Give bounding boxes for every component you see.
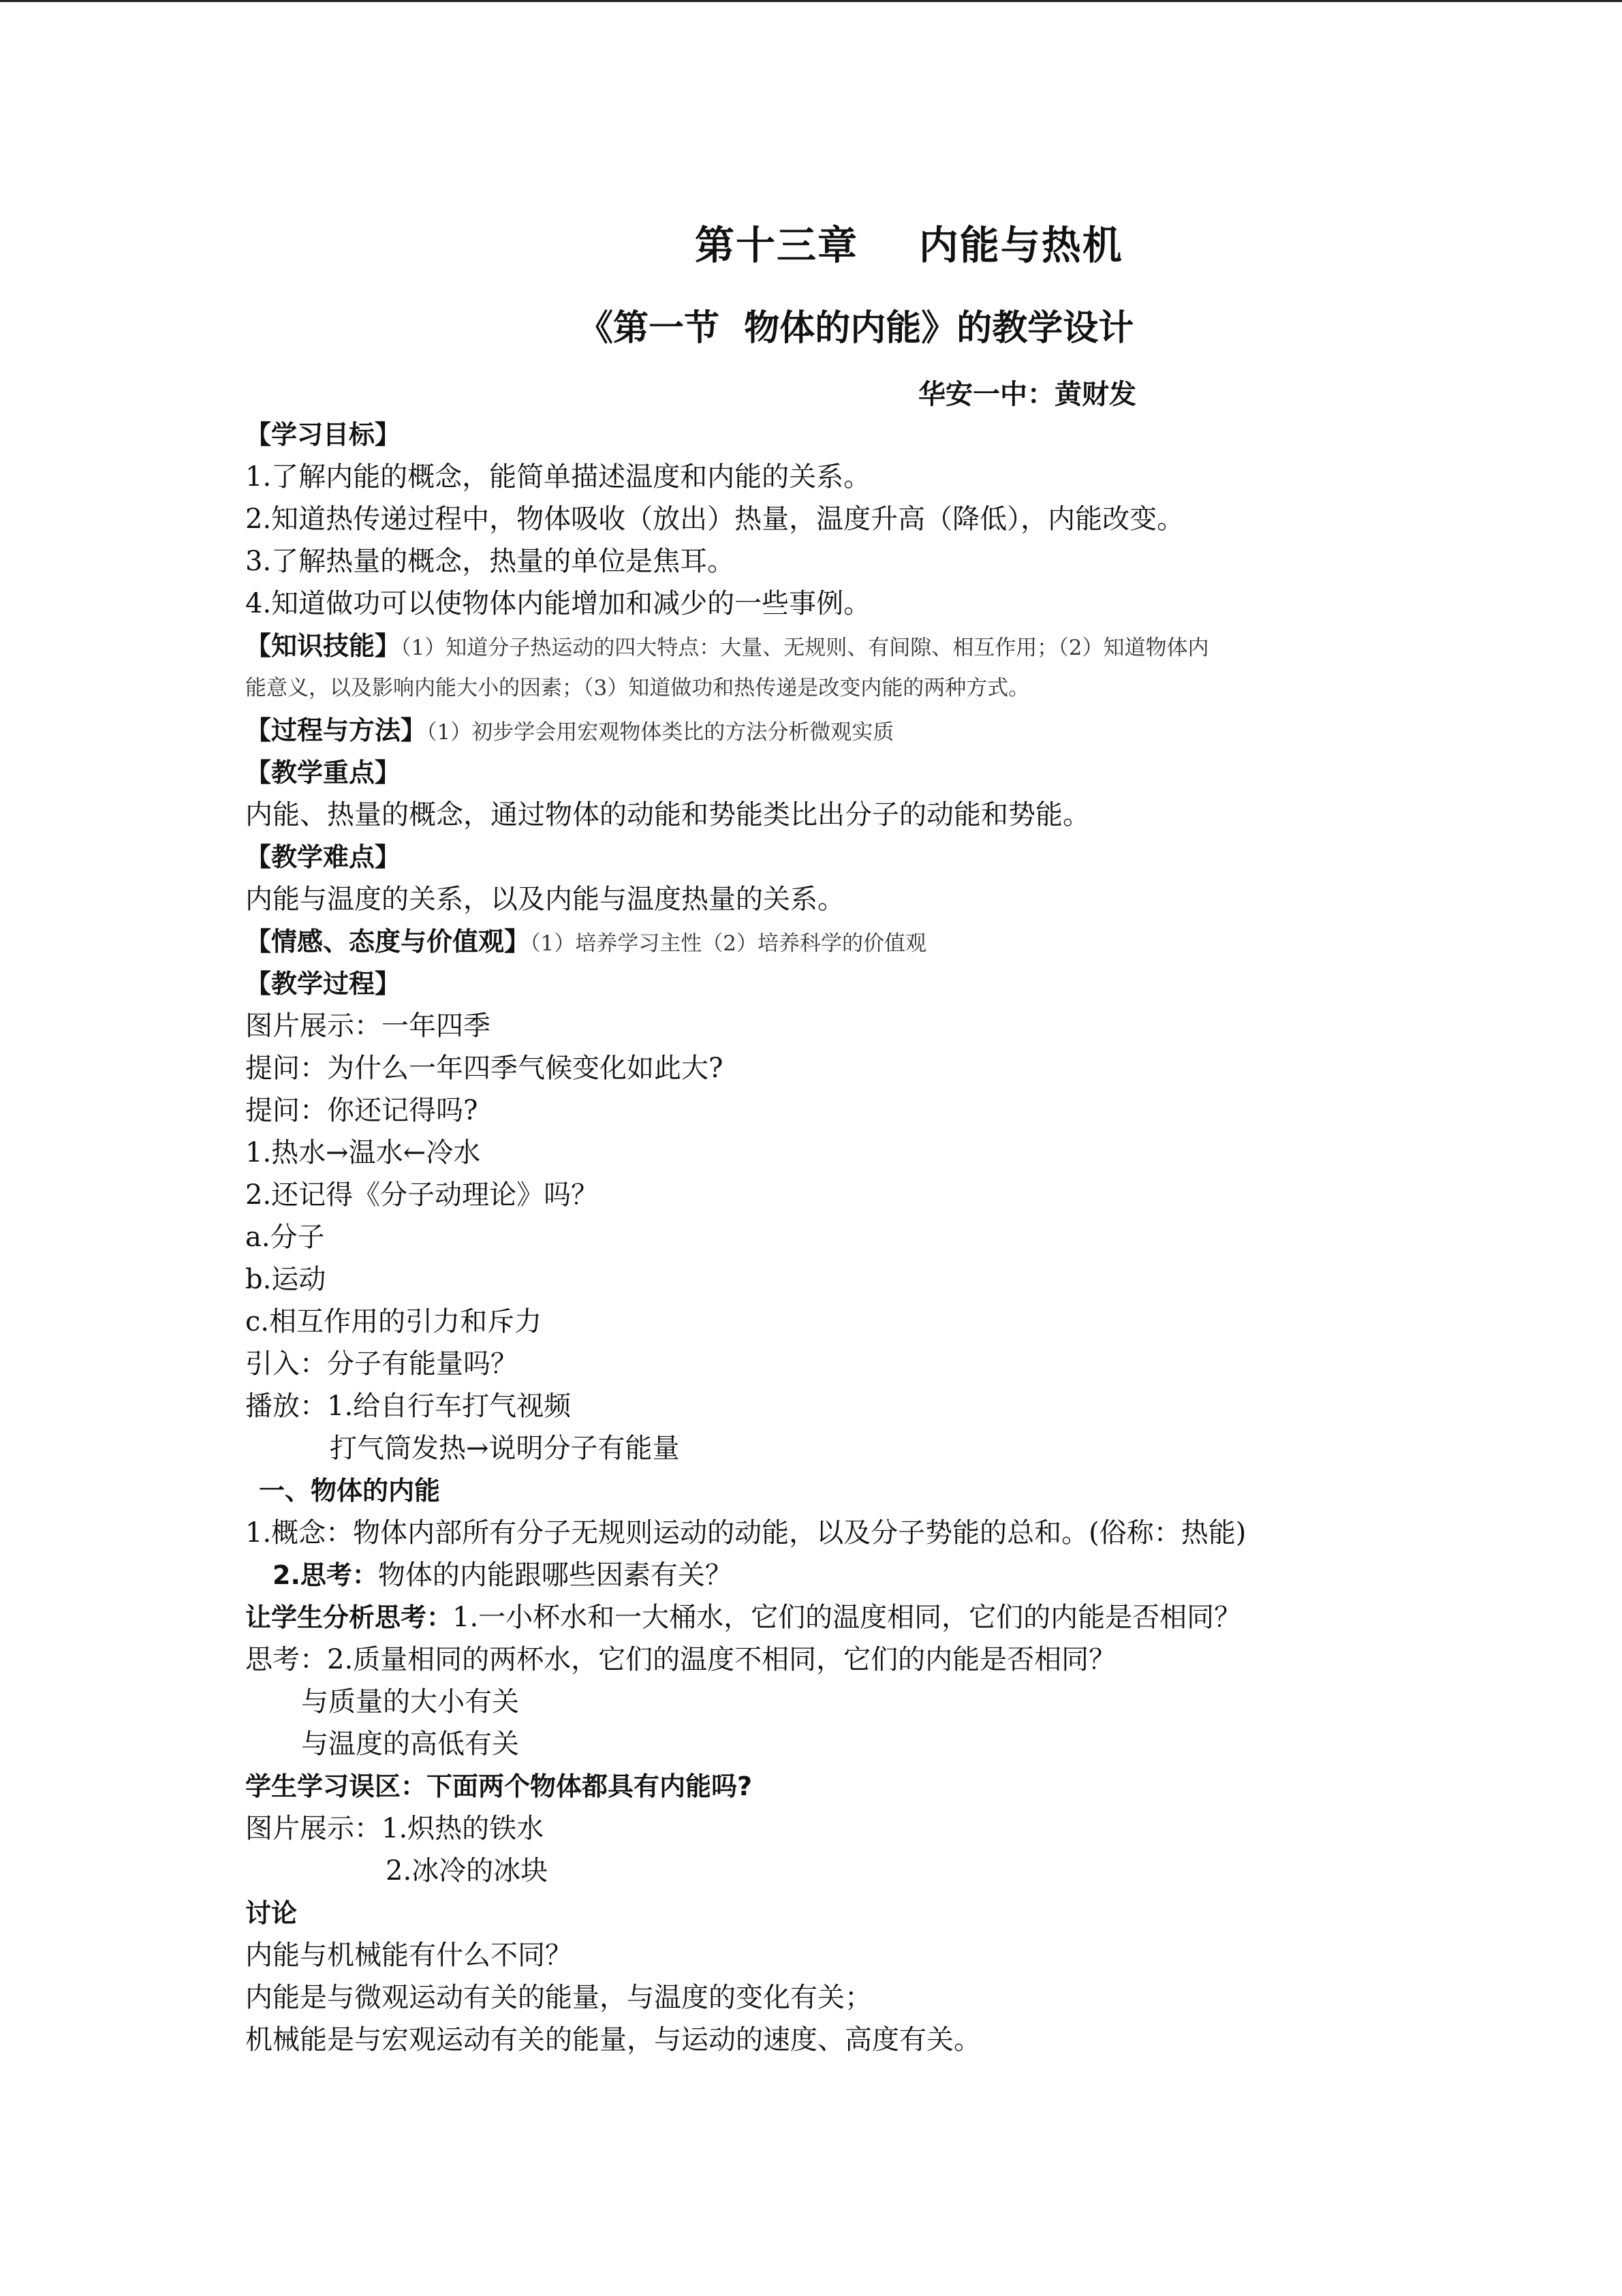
objectives-heading: 【学习目标】 <box>245 420 401 450</box>
objective-item: 3.了解热量的概念，热量的单位是焦耳。 <box>245 546 735 577</box>
process-line: 提问：你还记得吗? <box>245 1095 478 1126</box>
knowledge-heading: 【知识技能】 <box>245 631 401 661</box>
key-points-heading: 【教学重点】 <box>245 758 401 788</box>
analysis-line <box>245 1596 1369 1639</box>
knowledge-text-1: （1）知道分子热运动的四大特点：大量、无规则、有间隙、相互作用；（2）知道物体内 <box>401 636 1209 660</box>
document-body <box>245 414 1369 2061</box>
author-line: 华安一中：黄财发 <box>918 379 1136 410</box>
analysis-text: 1.一小杯水和一大桶水，它们的温度相同，它们的内能是否相同？ <box>452 1602 1242 1633</box>
process-line: 图片展示：一年四季 <box>245 1010 490 1042</box>
process-line: c.相互作用的引力和斥力 <box>245 1306 542 1337</box>
process-line: 引入：分子有能量吗？ <box>245 1348 518 1380</box>
pump-line: 打气筒发热→说明分子有能量 <box>330 1433 680 1464</box>
think-line <box>245 1554 1369 1596</box>
process-method-heading: 【过程与方法】 <box>245 715 427 745</box>
knowledge-line <box>245 625 1369 667</box>
concept-line: 1.概念：物体内部所有分子无规则运动的动能，以及分子势能的总和。(俗称：热能) <box>245 1517 1247 1549</box>
section-internal-energy-title: 一、物体的内能 <box>259 1476 441 1506</box>
discussion-heading: 讨论 <box>245 1898 298 1928</box>
process-line: 播放：1.给自行车打气视频 <box>245 1391 572 1422</box>
factor-mass: 与质量的大小有关 <box>301 1686 519 1718</box>
objective-item: 1.了解内能的概念，能简单描述温度和内能的关系。 <box>245 461 871 493</box>
difficulties-text: 内能与温度的关系，以及内能与温度热量的关系。 <box>245 884 845 915</box>
process-line: 1.热水→温水←冷水 <box>245 1137 481 1168</box>
chapter-title: 第十三章 内能与热机 <box>695 222 1123 268</box>
pictures-line: 图片展示：1.炽热的铁水 <box>245 1813 544 1844</box>
objective-item: 2.知道热传递过程中，物体吸收（放出）热量，温度升高（降低），内能改变。 <box>245 503 1185 535</box>
process-method-text: （1）初步学会用宏观物体类比的方法分析微观实质 <box>426 720 894 745</box>
process-line: 2.还记得《分子动理论》吗？ <box>245 1179 599 1211</box>
values-text: （1）培养学习主性（2）培养科学的价值观 <box>530 931 926 956</box>
objective-item: 4.知道做功可以使物体内能增加和减少的一些事例。 <box>245 588 871 619</box>
mechanical-energy-answer: 机械能是与宏观运动有关的能量，与运动的速度、高度有关。 <box>245 2024 981 2055</box>
difference-question: 内能与机械能有什么不同？ <box>245 1940 572 1971</box>
think-text: 物体的内能跟哪些因素有关？ <box>377 1560 732 1591</box>
analysis-label: 让学生分析思考： <box>245 1602 453 1632</box>
think-label: 2.思考： <box>272 1560 378 1590</box>
misconception-line: 学生学习误区：下面两个物体都具有内能吗? <box>245 1771 753 1801</box>
difficulties-heading: 【教学难点】 <box>245 842 401 872</box>
knowledge-text-2: 能意义，以及影响内能大小的因素；（3）知道做功和热传递是改变内能的两种方式。 <box>245 676 1030 700</box>
values-line <box>245 920 1369 963</box>
think2-line: 思考：2.质量相同的两杯水，它们的温度不相同，它们的内能是否相同？ <box>245 1644 1117 1675</box>
process-line: b.运动 <box>245 1264 326 1295</box>
process-method-line <box>245 709 1369 751</box>
process-line: 提问：为什么一年四季气候变化如此大? <box>245 1053 723 1084</box>
factor-temperature: 与温度的高低有关 <box>301 1728 519 1760</box>
lesson-subtitle: 《第一节 物体的内能》的教学设计 <box>578 308 1134 349</box>
key-points-text: 内能、热量的概念，通过物体的动能和势能类比出分子的动能和势能。 <box>245 799 1090 831</box>
internal-energy-answer: 内能是与微观运动有关的能量，与温度的变化有关； <box>245 1982 872 2013</box>
values-heading: 【情感、态度与价值观】 <box>245 927 531 957</box>
pictures-line-2: 2.冰冷的冰块 <box>386 1855 548 1887</box>
process-line: a.分子 <box>245 1222 325 1253</box>
teaching-process-heading: 【教学过程】 <box>245 969 401 999</box>
